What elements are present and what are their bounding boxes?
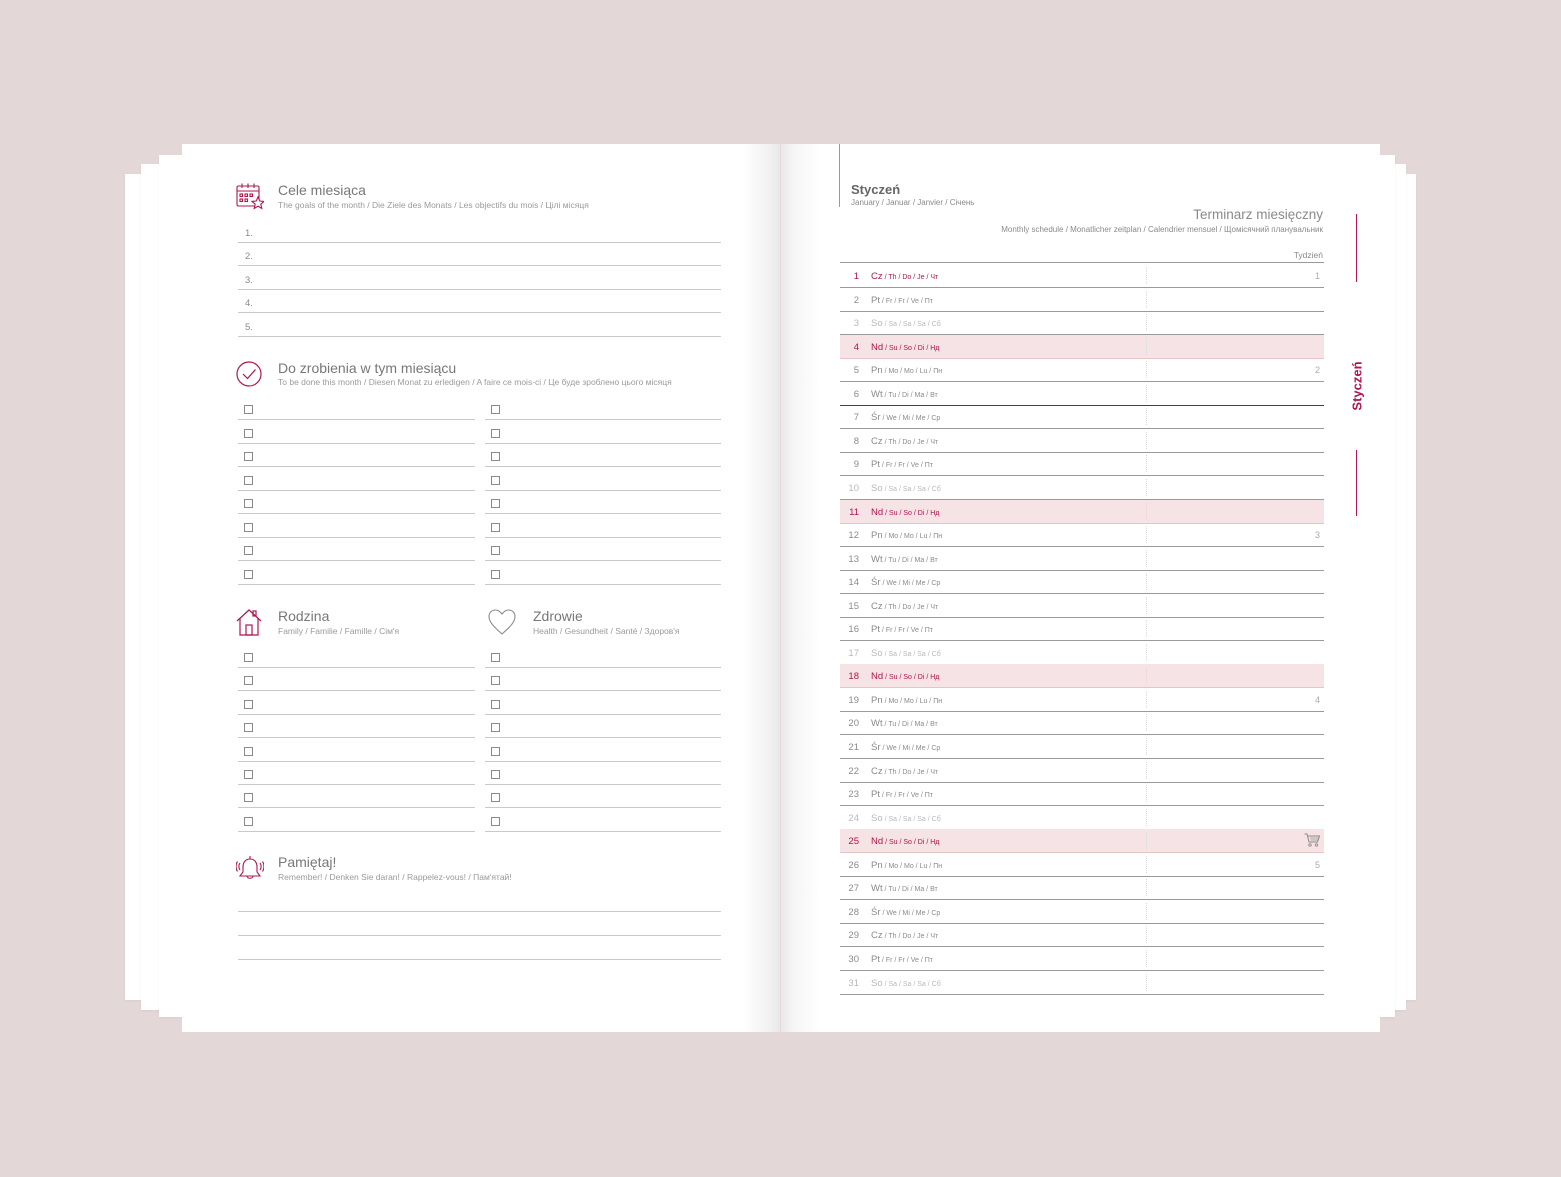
column-divider: [1146, 550, 1147, 567]
day-row[interactable]: [840, 711, 1324, 735]
weekday-name: [871, 530, 942, 541]
weekday-translations: / Su / So / Di / Нд: [883, 839, 940, 847]
family-row[interactable]: [238, 784, 475, 808]
weekday-abbr: So: [871, 812, 883, 824]
column-divider: [1146, 926, 1147, 943]
day-number: 3: [853, 318, 859, 330]
goal-number: 1.: [245, 228, 253, 239]
day-number: 15: [848, 600, 859, 612]
column-divider: [1146, 408, 1147, 425]
day-row[interactable]: [840, 782, 1324, 806]
todo-row[interactable]: [238, 514, 475, 538]
health-row[interactable]: [485, 667, 721, 691]
day-row[interactable]: [840, 641, 1324, 665]
column-divider: [1146, 667, 1147, 684]
weekday-translations: / Su / So / Di / Нд: [883, 509, 940, 517]
weekday-abbr: Pt: [871, 789, 880, 801]
family-row[interactable]: [238, 667, 475, 691]
column-divider: [1146, 762, 1147, 779]
day-number: 25: [848, 836, 859, 848]
health-row[interactable]: [485, 808, 721, 832]
weekday-abbr: So: [871, 482, 883, 494]
column-divider: [1146, 385, 1147, 402]
column-divider: [1146, 714, 1147, 731]
week-column-header: Tydzień: [1293, 250, 1323, 260]
weekday-abbr: Cz: [871, 435, 883, 447]
right-page: [781, 144, 1380, 1032]
day-row[interactable]: [840, 853, 1324, 877]
family-checkbox[interactable]: [244, 747, 253, 756]
health-checkbox[interactable]: [491, 653, 500, 662]
weekday-name: [871, 624, 933, 635]
health-checkbox[interactable]: [491, 747, 500, 756]
day-row[interactable]: [840, 594, 1324, 618]
column-divider: [1146, 950, 1147, 967]
weekday-abbr: Śr: [871, 742, 881, 753]
day-number: 30: [848, 953, 859, 965]
weekday-name: [871, 930, 938, 941]
weekday-abbr: Cz: [871, 271, 883, 282]
weekday-name: [871, 412, 940, 423]
todo-row[interactable]: [238, 561, 475, 585]
weekday-translations: / Fr / Fr / Ve / Пт: [879, 956, 933, 964]
weekday-abbr: Nd: [871, 671, 884, 683]
weekday-abbr: Pn: [871, 859, 883, 871]
weekday-name: [871, 766, 938, 777]
day-number: 22: [848, 765, 859, 777]
day-number: 28: [848, 906, 859, 918]
weekday-name: [871, 507, 939, 518]
day-row[interactable]: [840, 264, 1324, 288]
weekday-translations: / Fr / Fr / Ve / Пт: [879, 792, 933, 800]
day-number: 18: [848, 671, 859, 683]
weekday-name: [871, 742, 940, 753]
todo-checkbox[interactable]: [491, 523, 500, 532]
day-number: 27: [848, 883, 859, 895]
day-number: 20: [848, 718, 859, 730]
weekday-abbr: Wt: [871, 883, 883, 895]
week-number: 3: [1314, 530, 1320, 541]
day-row[interactable]: [840, 759, 1324, 783]
weekday-translations: / Fr / Fr / Ve / Пт: [879, 462, 933, 470]
check-circle-icon: [236, 360, 264, 388]
day-row[interactable]: [840, 829, 1324, 853]
weekday-name: [871, 954, 933, 965]
week-number: 5: [1314, 859, 1320, 870]
todo-row[interactable]: [485, 396, 721, 420]
day-row[interactable]: [840, 547, 1324, 571]
weekday-translations: / We / Mi / Me / Ср: [880, 909, 941, 917]
weekday-abbr: Śr: [871, 412, 881, 424]
weekday-abbr: Śr: [871, 906, 881, 918]
todo-row[interactable]: [485, 514, 721, 538]
weekday-name: [871, 883, 938, 894]
weekday-abbr: Pt: [871, 953, 880, 965]
todo-row[interactable]: [485, 561, 721, 585]
goal-row[interactable]: [238, 242, 721, 266]
bell-icon: [236, 855, 264, 883]
family-checkbox[interactable]: [244, 676, 253, 685]
todo-row[interactable]: [485, 420, 721, 444]
todo-checkbox[interactable]: [491, 429, 500, 438]
month-side-tab-label: Styczeń: [1349, 361, 1365, 411]
family-checkbox[interactable]: [244, 700, 253, 709]
weekday-name: [871, 577, 940, 588]
todo-row[interactable]: [238, 396, 475, 420]
weekday-name: [871, 907, 940, 918]
column-divider: [1146, 879, 1147, 896]
day-number: 24: [848, 812, 859, 824]
weekday-abbr: Pn: [871, 365, 883, 377]
todo-checkbox[interactable]: [491, 570, 500, 579]
todo-checkbox[interactable]: [244, 546, 253, 555]
todo-checkbox[interactable]: [244, 476, 253, 485]
day-number: 6: [853, 388, 859, 400]
weekday-name: [871, 295, 933, 306]
day-number: 29: [848, 930, 859, 942]
todo-row[interactable]: [485, 490, 721, 514]
day-row[interactable]: [840, 335, 1324, 359]
column-divider: [1146, 856, 1147, 873]
remember-line[interactable]: [238, 911, 721, 912]
remember-line[interactable]: [238, 935, 721, 936]
weekday-abbr: Cz: [871, 765, 883, 777]
health-checkbox[interactable]: [491, 770, 500, 779]
weekday-name: [871, 483, 941, 494]
day-row[interactable]: [840, 876, 1324, 900]
header-rule: [840, 262, 1324, 263]
day-number: 23: [848, 789, 859, 801]
weekday-name: [871, 718, 938, 729]
todo-checkbox[interactable]: [491, 499, 500, 508]
shopping-cart-icon: [1304, 833, 1320, 847]
month-translations: January / Januar / Janvier / Січень: [851, 198, 975, 207]
weekday-name: [871, 554, 938, 565]
goal-number: 3.: [245, 274, 253, 286]
weekday-translations: / Th / Do / Je / Чт: [882, 438, 939, 446]
day-number: 13: [848, 553, 859, 565]
weekday-abbr: Pt: [871, 459, 880, 471]
weekday-translations: / Mo / Mo / Lu / Пн: [882, 697, 943, 705]
day-row[interactable]: [840, 523, 1324, 547]
column-divider: [1146, 314, 1147, 331]
day-number: 12: [848, 530, 859, 542]
remember-title: Pamiętaj!: [278, 854, 337, 870]
remember-line[interactable]: [238, 959, 721, 960]
goal-row[interactable]: [238, 313, 721, 337]
day-row[interactable]: [840, 288, 1324, 312]
family-checkbox[interactable]: [244, 770, 253, 779]
day-row[interactable]: [840, 923, 1324, 947]
weekday-name: [871, 695, 942, 706]
todo-row[interactable]: [485, 443, 721, 467]
day-row[interactable]: [840, 476, 1324, 500]
family-subtitle: Family / Familie / Famille / Сім'я: [278, 626, 400, 636]
day-row[interactable]: [840, 570, 1324, 594]
column-divider: [1146, 620, 1147, 637]
todo-row[interactable]: [238, 443, 475, 467]
day-number: 19: [848, 694, 859, 706]
weekday-abbr: Pn: [871, 694, 883, 706]
weekday-abbr: Pn: [871, 530, 883, 542]
todo-row[interactable]: [238, 537, 475, 561]
column-divider: [1146, 809, 1147, 826]
goal-number: 2.: [245, 251, 253, 263]
weekday-abbr: Nd: [871, 506, 884, 518]
left-page: [182, 144, 780, 1032]
health-row[interactable]: [485, 738, 721, 762]
weekday-name: [871, 648, 941, 659]
weekday-name: [871, 836, 939, 847]
weekday-abbr: Cz: [871, 930, 883, 942]
health-row[interactable]: [485, 714, 721, 738]
todo-checkbox[interactable]: [244, 499, 253, 508]
todo-checkbox[interactable]: [491, 476, 500, 485]
column-divider: [1146, 597, 1147, 614]
weekday-name: [871, 978, 941, 989]
todo-checkbox[interactable]: [244, 523, 253, 532]
family-row[interactable]: [238, 691, 475, 715]
day-number: 2: [853, 294, 859, 306]
health-checkbox[interactable]: [491, 676, 500, 685]
heart-icon: [488, 608, 516, 636]
day-number: 11: [849, 506, 859, 518]
goals-subtitle: The goals of the month / Die Ziele des Monats / Les objectifs du mois / Цілі місяця: [278, 200, 589, 210]
todo-checkbox[interactable]: [244, 405, 253, 414]
weekday-translations: / Sa / Sa / Sa / Сб: [882, 321, 941, 329]
goal-row[interactable]: [238, 219, 721, 243]
weekday-translations: / Th / Do / Je / Чт: [882, 603, 939, 611]
day-row[interactable]: [840, 971, 1324, 995]
family-row[interactable]: [238, 738, 475, 762]
todo-checkbox[interactable]: [491, 452, 500, 461]
health-checkbox[interactable]: [491, 817, 500, 826]
column-divider: [1146, 644, 1147, 661]
top-margin-line: [839, 144, 840, 207]
family-title: Rodzina: [278, 608, 330, 624]
weekday-abbr: Nd: [871, 836, 884, 848]
weekday-translations: / Th / Do / Je / Чт: [882, 768, 939, 776]
todo-row[interactable]: [238, 467, 475, 491]
weekday-name: [871, 271, 938, 282]
column-divider: [1146, 785, 1147, 802]
health-row[interactable]: [485, 691, 721, 715]
weekday-name: [871, 459, 933, 470]
weekday-translations: / We / Mi / Me / Ср: [880, 580, 941, 588]
weekday-translations: / Mo / Mo / Lu / Пн: [882, 368, 943, 376]
column-divider: [1146, 291, 1147, 308]
column-divider: [1146, 974, 1147, 991]
weekday-translations: / Sa / Sa / Sa / Сб: [882, 650, 941, 658]
column-divider: [1146, 267, 1147, 284]
day-row[interactable]: [840, 617, 1324, 641]
day-number: 16: [848, 624, 859, 636]
day-row[interactable]: [840, 358, 1324, 382]
todo-checkbox[interactable]: [244, 429, 253, 438]
weekday-name: [871, 342, 939, 353]
family-checkbox[interactable]: [244, 653, 253, 662]
weekday-translations: / Th / Do / Je / Чт: [882, 933, 939, 941]
todo-row[interactable]: [238, 490, 475, 514]
weekday-abbr: Cz: [871, 600, 883, 612]
day-row[interactable]: [840, 500, 1324, 524]
day-row[interactable]: [840, 429, 1324, 453]
column-divider: [1146, 338, 1147, 355]
tab-line-top: [1356, 214, 1357, 282]
column-divider: [1146, 573, 1147, 590]
day-row[interactable]: [840, 735, 1324, 759]
weekday-abbr: Pt: [871, 294, 880, 306]
day-row[interactable]: [840, 806, 1324, 830]
day-row[interactable]: [840, 405, 1324, 429]
family-row[interactable]: [238, 644, 475, 668]
schedule-subtitle: Monthly schedule / Monatlicher zeitplan / Calendrier mensuel / Щомісячний планувальник: [1001, 225, 1323, 234]
todo-checkbox[interactable]: [244, 452, 253, 461]
weekday-abbr: Wt: [871, 553, 883, 565]
health-title: Zdrowie: [533, 608, 583, 624]
day-number: 10: [848, 482, 859, 494]
weekday-translations: / Sa / Sa / Sa / Сб: [882, 980, 941, 988]
todo-checkbox[interactable]: [491, 546, 500, 555]
day-row[interactable]: [840, 382, 1324, 406]
weekday-translations: / Su / So / Di / Нд: [883, 344, 940, 352]
weekday-translations: / Sa / Sa / Sa / Сб: [882, 815, 941, 823]
day-number: 1: [853, 271, 859, 282]
day-row[interactable]: [840, 452, 1324, 476]
family-checkbox[interactable]: [244, 793, 253, 802]
weekday-name: [871, 318, 941, 329]
todo-checkbox[interactable]: [491, 405, 500, 414]
family-row[interactable]: [238, 761, 475, 785]
todo-checkbox[interactable]: [244, 570, 253, 579]
weekday-translations: / Fr / Fr / Ve / Пт: [879, 627, 933, 635]
health-checkbox[interactable]: [491, 700, 500, 709]
day-row[interactable]: [840, 900, 1324, 924]
todo-subtitle: To be done this month / Diesen Monat zu erledigen / A faire ce mois-ci / Це буде зроблено цього місяця: [278, 377, 672, 387]
calendar-star-icon: [236, 182, 264, 210]
goals-title: Cele miesiąca: [278, 182, 366, 198]
column-divider: [1146, 503, 1147, 520]
health-row[interactable]: [485, 644, 721, 668]
weekday-name: [871, 860, 942, 871]
day-number: 9: [853, 459, 859, 471]
column-divider: [1146, 526, 1147, 543]
day-row[interactable]: [840, 947, 1324, 971]
day-number: 7: [853, 412, 859, 424]
weekday-name: [871, 671, 939, 682]
column-divider: [1146, 903, 1147, 920]
remember-subtitle: Remember! / Denken Sie daran! / Rappelez-vous! / Пам'ятай!: [278, 872, 512, 882]
weekday-abbr: So: [871, 647, 883, 659]
family-checkbox[interactable]: [244, 817, 253, 826]
weekday-translations: / Tu / Di / Ma / Вт: [882, 886, 938, 894]
day-number: 4: [853, 341, 859, 353]
day-row[interactable]: [840, 311, 1324, 335]
weekday-name: [871, 813, 941, 824]
weekday-translations: / We / Mi / Me / Ср: [880, 745, 941, 752]
weekday-translations: / We / Mi / Me / Ср: [880, 415, 941, 423]
weekday-translations: / Fr / Fr / Ve / Пт: [879, 297, 933, 305]
day-number: 21: [848, 742, 859, 753]
weekday-translations: / Th / Do / Je / Чт: [882, 274, 939, 281]
todo-title: Do zrobienia w tym miesiącu: [278, 360, 457, 376]
weekday-abbr: Wt: [871, 388, 883, 400]
day-number: 14: [848, 577, 859, 589]
column-divider: [1146, 691, 1147, 708]
todo-row[interactable]: [238, 420, 475, 444]
health-checkbox[interactable]: [491, 793, 500, 802]
family-checkbox[interactable]: [244, 723, 253, 732]
weekday-translations: / Tu / Di / Ma / Вт: [882, 721, 938, 729]
tab-line-bottom: [1356, 450, 1357, 516]
day-number: 26: [848, 859, 859, 871]
goal-number: 5.: [245, 321, 253, 333]
weekday-abbr: So: [871, 318, 883, 330]
weekday-translations: / Mo / Mo / Lu / Пн: [882, 533, 943, 541]
column-divider: [1146, 432, 1147, 449]
weekday-abbr: Wt: [871, 718, 883, 730]
house-icon: [236, 608, 264, 636]
family-row[interactable]: [238, 808, 475, 832]
weekday-name: [871, 436, 938, 447]
weekday-abbr: So: [871, 977, 883, 989]
weekday-abbr: Pt: [871, 624, 880, 636]
health-row[interactable]: [485, 761, 721, 785]
week-number: 1: [1314, 271, 1320, 281]
weekday-translations: / Mo / Mo / Lu / Пн: [882, 862, 943, 870]
weekday-abbr: Śr: [871, 577, 881, 589]
weekday-abbr: Nd: [871, 341, 884, 353]
day-row[interactable]: [840, 664, 1324, 688]
todo-row[interactable]: [485, 467, 721, 491]
day-row[interactable]: [840, 688, 1324, 712]
day-number: 17: [848, 647, 859, 659]
family-row[interactable]: [238, 714, 475, 738]
day-number: 8: [853, 435, 859, 447]
weekday-translations: / Tu / Di / Ma / Вт: [882, 556, 938, 564]
month-title: Styczeń: [851, 182, 901, 197]
column-divider: [1146, 738, 1147, 755]
weekday-translations: / Sa / Sa / Sa / Сб: [882, 485, 941, 493]
health-checkbox[interactable]: [491, 723, 500, 732]
weekday-name: [871, 389, 938, 400]
week-number: 2: [1314, 365, 1320, 376]
weekday-translations: / Tu / Di / Ma / Вт: [882, 391, 938, 399]
todo-row[interactable]: [485, 537, 721, 561]
day-number: 5: [853, 365, 859, 377]
weekday-translations: / Su / So / Di / Нд: [883, 674, 940, 682]
week-number: 4: [1314, 694, 1320, 705]
column-divider: [1146, 832, 1147, 849]
goal-row[interactable]: [238, 266, 721, 290]
goal-row[interactable]: [238, 289, 721, 313]
column-divider: [1146, 361, 1147, 378]
health-subtitle: Health / Gesundheit / Santé / Здоров'я: [533, 626, 680, 636]
column-divider: [1146, 479, 1147, 496]
weekday-name: [871, 789, 933, 800]
weekday-name: [871, 365, 942, 376]
weekday-name: [871, 601, 938, 612]
schedule-title: Terminarz miesięczny: [1193, 207, 1323, 222]
health-row[interactable]: [485, 784, 721, 808]
column-divider: [1146, 455, 1147, 472]
day-number: 31: [848, 977, 859, 989]
goal-number: 4.: [245, 298, 253, 310]
